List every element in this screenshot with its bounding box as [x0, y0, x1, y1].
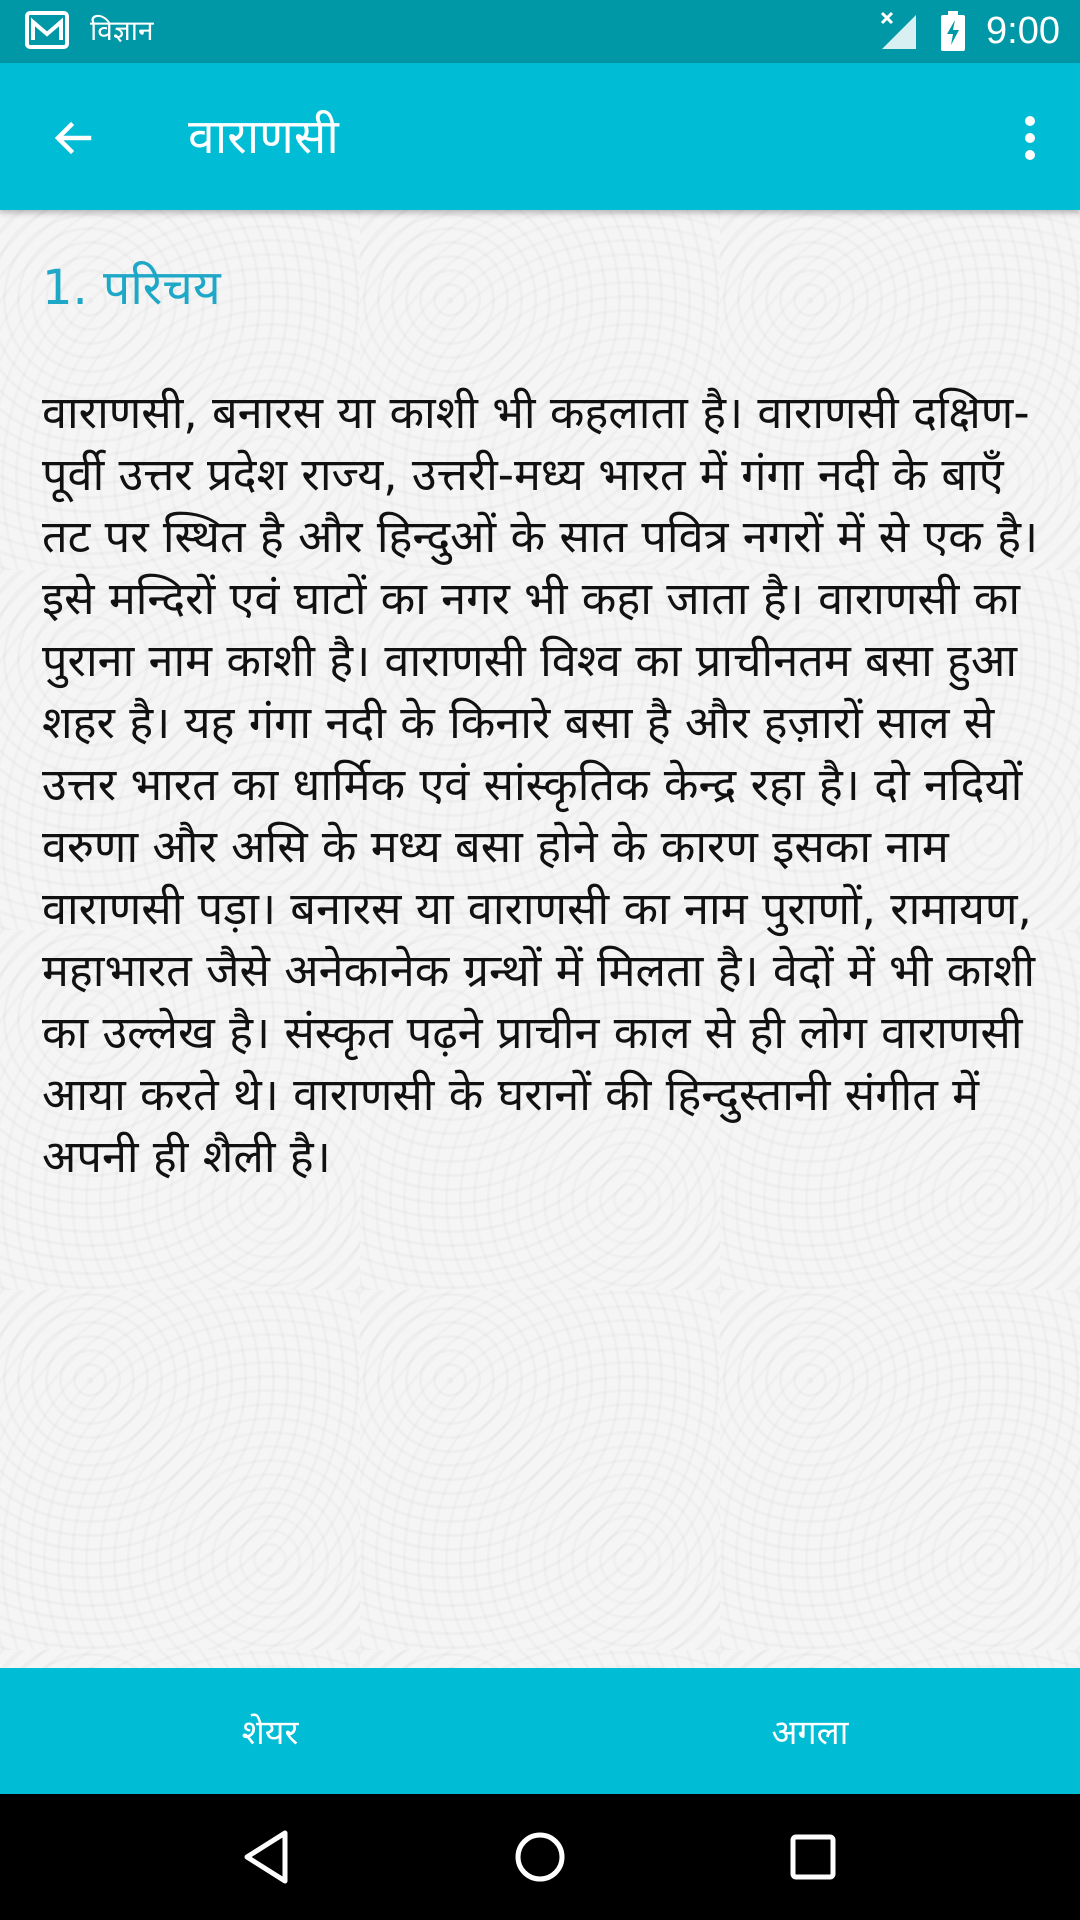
status-left [24, 10, 154, 50]
next-button[interactable]: अगला [771, 1713, 849, 1753]
status-clock: 9:00 [986, 9, 1060, 52]
mail-notification-icon [24, 10, 70, 50]
more-vert-icon [1022, 114, 1038, 162]
article-content[interactable] [0, 210, 1080, 1668]
page-title: वाराणसी [188, 109, 339, 165]
status-right [878, 8, 1060, 54]
nav-recents-square-icon [789, 1833, 837, 1881]
share-button[interactable]: शेयर [241, 1713, 299, 1753]
nav-back-button[interactable] [227, 1817, 307, 1897]
overflow-menu-button[interactable] [1000, 103, 1060, 173]
section-heading: 1. परिचय [42, 260, 221, 316]
nav-recents-button[interactable] [773, 1817, 853, 1897]
nav-back-triangle-icon [241, 1829, 293, 1885]
nav-home-circle-icon [513, 1830, 567, 1884]
battery-charging-icon [940, 11, 966, 51]
status-bar [0, 0, 1080, 63]
arrow-left-icon [49, 114, 97, 162]
nav-home-button[interactable] [500, 1817, 580, 1897]
bottom-action-bar [0, 1668, 1080, 1794]
app-bar [0, 63, 1080, 210]
back-button[interactable] [40, 105, 106, 171]
signal-icon [878, 11, 918, 51]
notification-text: विज्ञान [90, 14, 154, 47]
article-body: वाराणसी, बनारस या काशी भी कहलाता है। वाराणसी दक्षिण-पूर्वी उत्तर प्रदेश राज्य, उत्तरी-मध्य भारत में गंगा नदी के बाएँ तट पर स्थित है और हिन्दुओं के सात पवित्र नगरों में से एक है। इसे मन्दिरों एवं घाटों का नगर भी कहा जाता है। वाराणसी का पुराना नाम काशी है। वाराणसी विश्व का प्राचीनतम बसा हुआ शहर है। यह गंगा नदी के किनारे बसा है और हज़ारों साल से उत्तर भारत का धार्मिक एवं सांस्कृतिक केन्द्र रहा है। दो नदियों वरुणा और असि के मध्य बसा होने के कारण इसका नाम वाराणसी पड़ा। बनारस या वाराणसी का नाम पुराणों, रामायण, महाभारत जैसे अनेकानेक ग्रन्थों में मिलता है। वेदों में भी काशी का उल्लेख है। संस्कृत पढ़ने प्राचीन काल से ही लोग वाराणसी आया करते थे। वाराणसी के घरानों की हिन्दुस्तानी संगीत में अपनी ही शैली है। [42, 386, 1039, 1183]
system-nav-bar [0, 1794, 1080, 1920]
